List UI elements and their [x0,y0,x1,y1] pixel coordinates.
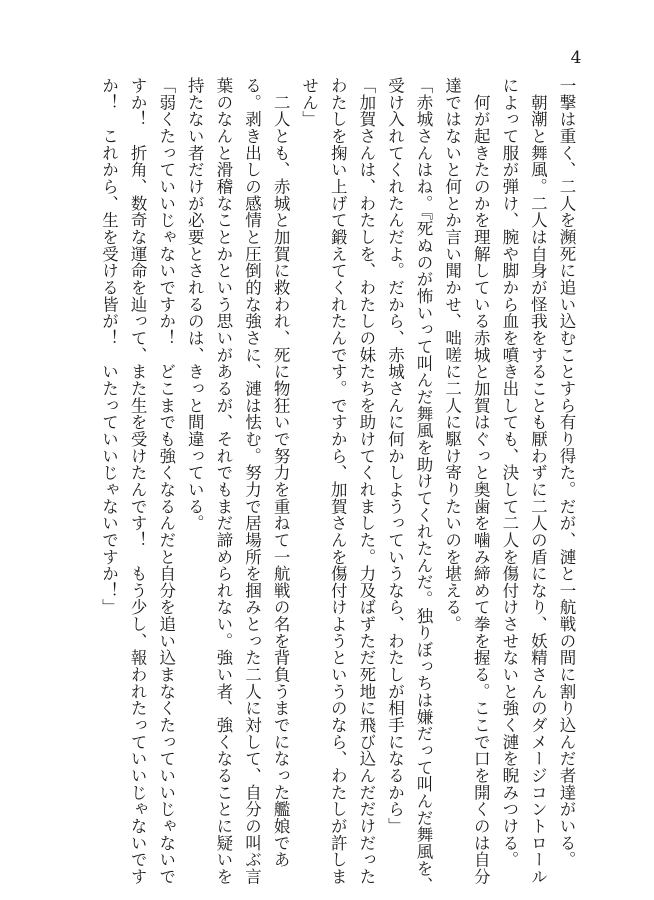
text-line: 「弱くたっていいじゃないですか！ どこまでも強くなるんだと自分を追い込まなくたっていいじゃないで [156,77,176,885]
text-line: 一撃は重く、二人を瀕死に追い込むことすら有り得た。だが、漣と一航戦の間に割り込んだ者達がいる。 [557,77,576,869]
text-line: 朝潮と舞風。二人は自身が怪我をすることも厭わずに二人の盾になり、妖精さんのダメージコントロール [528,77,548,885]
text-line: る。剥き出しの感情と圧倒的な強さに、漣は怯む。努力で居場所を掴みとった二人に対して、自分の叫ぶ言 [242,77,262,885]
text-line: 何が起きたのかを理解している赤城と加賀はぐっと奥歯を噛み締めて拳を握る。ここで口を開くのは自分 [471,77,491,885]
page-number: 4 [570,48,582,68]
text-line: 達ではないと何とか言い聞かせ、咄嗟に二人に駆け寄りたいのを堪える。 [442,77,462,633]
text-line: 葉のなんと滑稽なことかという思いがあるが、それでもまだ諦められない。強い者、強くなることに疑いを [213,77,233,885]
text-line: 受け入れてくれたんだよ。だから、赤城さんに何かしようっていうなら、わたしが相手になるから」 [385,77,405,835]
text-line: によって服が弾け、腕や脚から血を噴き出しても、決して二人を傷付けさせないと強く漣を睨みつける。 [499,77,519,869]
text-line: せん」 [299,77,319,128]
text-line: 「加賀さんは、わたしを、わたしの妹たちを助けてくれました。力及ばずただ死地に飛び込んだだけだった [356,77,376,885]
text-line: 「赤城さんはね。『死ぬのが怖いって叫んだ舞風を助けてくれたんだ。独りぼっちは嫌だって叫んだ舞風を、 [414,77,434,894]
text-line: か！ これから、生を受ける皆が！ いたっていいじゃないですか！」 [99,77,119,616]
text-line: すか！ 折角、数奇な運命を辿って、また生を受けたんです！ もう少し、報われたっていいじゃないです [128,77,148,885]
body-text [94,77,580,894]
text-line: わたしを掬い上げて鍛えてくれたんです。ですから、加賀さんを傷付けようというのなら、わたしが許しま [328,77,348,885]
text-line: 持たない者だけが必要とされるのは、きっと間違っている。 [185,77,205,532]
text-line: 二人とも、赤城と加賀に救われ、死に物狂いで努力を重ねて一航戦の名を背負うまでになった艦娘であ [271,77,291,869]
